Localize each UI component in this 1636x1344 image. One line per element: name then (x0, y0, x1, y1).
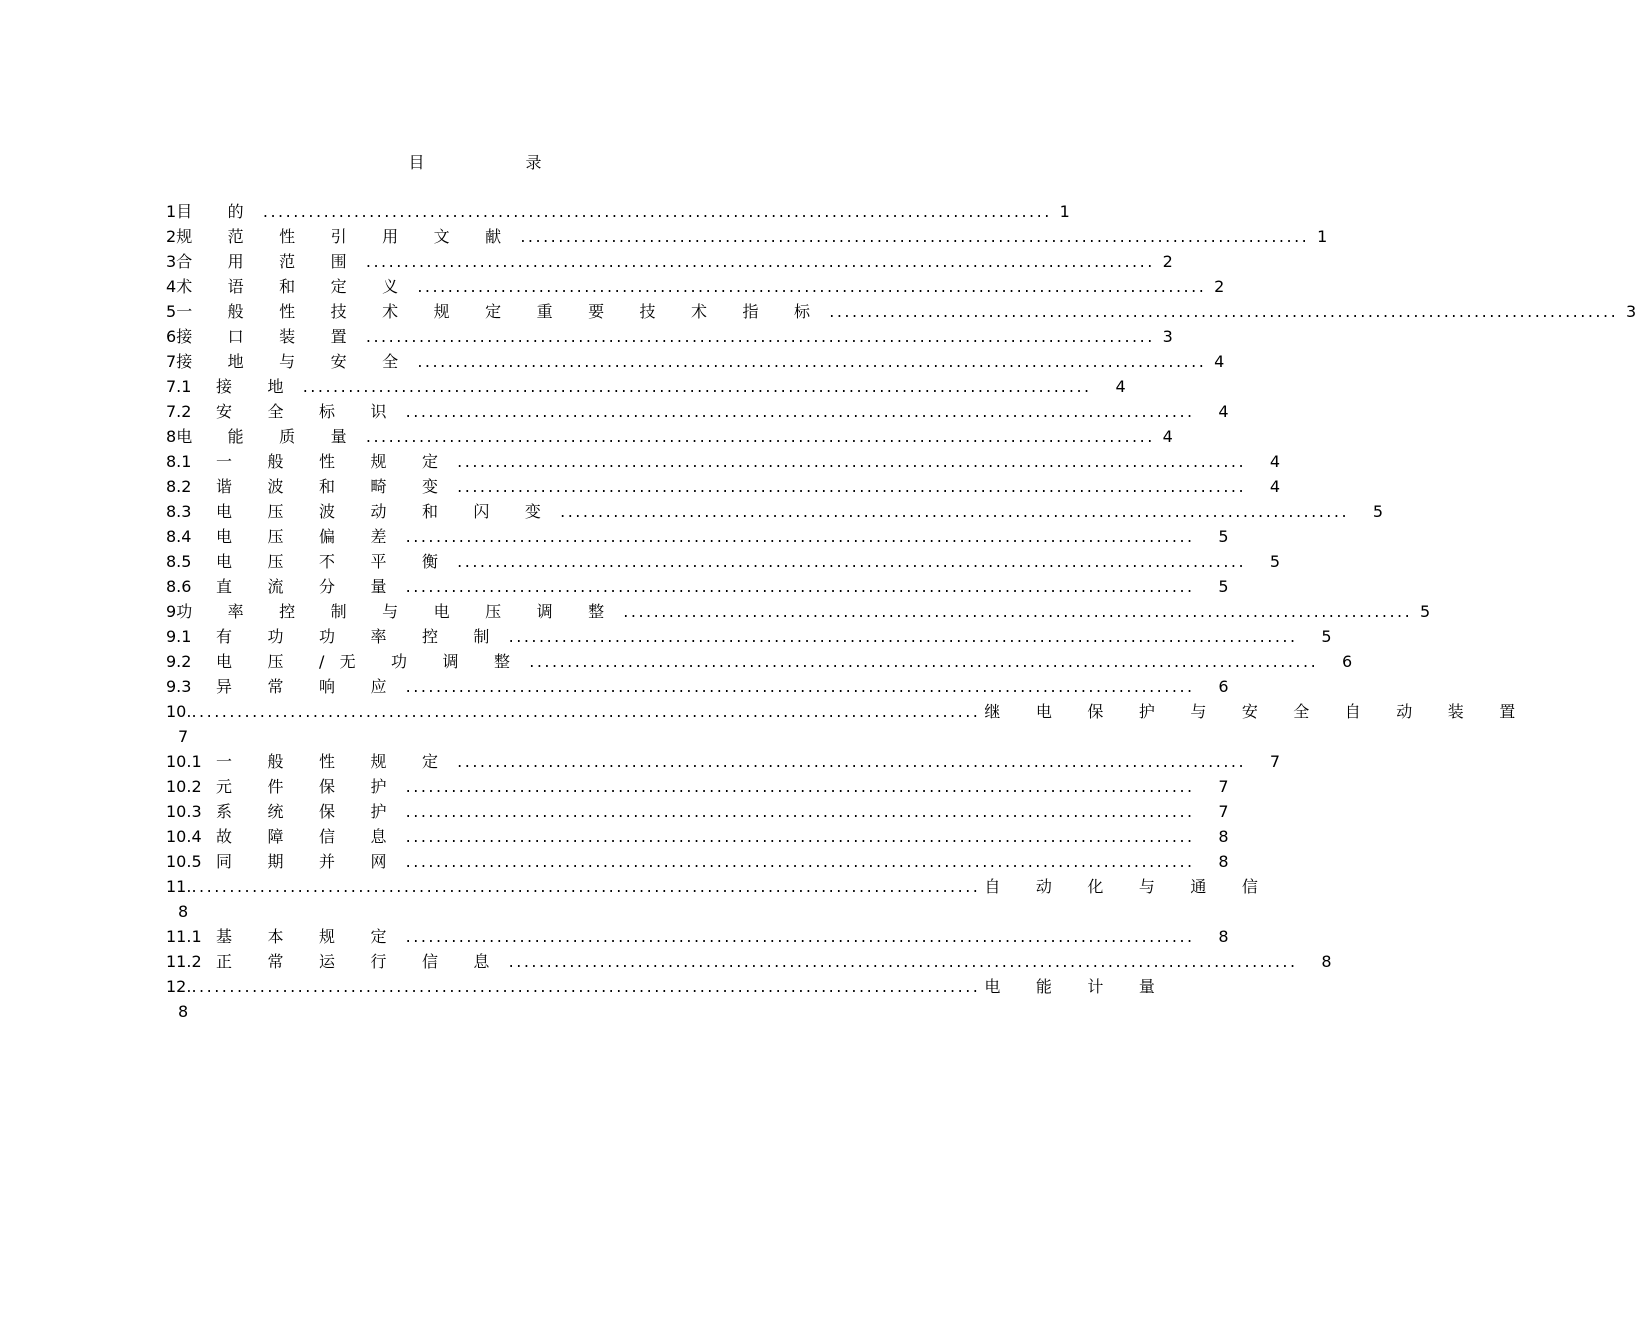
toc-subentry[interactable] (166, 824, 1229, 849)
toc-entry-label: 一 般 性 规 定 (216, 752, 454, 771)
toc-entry-number: 7.1 (166, 377, 192, 396)
toc-entry-number: 10. (166, 702, 192, 721)
dot-leader: ........................................................................................................ (405, 527, 1195, 546)
toc-entry-label: 直 流 分 量 (216, 577, 402, 596)
toc-entry[interactable] (166, 424, 1173, 449)
dot-leader: ........................................................................................................ (405, 827, 1195, 846)
dot-leader: ........................................................................................................ (405, 577, 1195, 596)
dot-leader: ........................................................................................................ (560, 502, 1350, 521)
dot-leader: ........................................................................................................ (417, 277, 1207, 296)
toc-entry[interactable] (166, 974, 1171, 999)
toc-entry-label: 系 统 保 护 (216, 802, 402, 821)
toc-subentry[interactable] (166, 549, 1281, 574)
toc-entry-label: 谐 波 和 畸 变 (216, 477, 454, 496)
toc-entry-label: 元 件 保 护 (216, 777, 402, 796)
toc-entry-number: 10.4 (166, 827, 202, 846)
toc-entry-label: 电 压 偏 差 (216, 527, 402, 546)
toc-entry-number: 11.1 (166, 927, 202, 946)
toc-entry[interactable] (166, 249, 1173, 274)
toc-entry-number: 10.3 (166, 802, 202, 821)
toc-entry-number: 8.3 (166, 502, 192, 521)
toc-entry-label: 同 期 并 网 (216, 852, 402, 871)
toc-entry-number: 9.1 (166, 627, 192, 646)
toc-entry-number: 6 (166, 327, 177, 346)
toc-entry-number: 8 (166, 427, 177, 446)
toc-subentry[interactable] (166, 674, 1229, 699)
toc-entry-label: 自 动 化 与 通 信 (984, 877, 1274, 896)
dot-leader: ........................................................................................................ (417, 352, 1207, 371)
toc-entry-number: 7 (166, 352, 177, 371)
toc-entry-number: 10.2 (166, 777, 202, 796)
toc-subentry[interactable] (166, 849, 1229, 874)
dot-leader: ........................................................................................................ (405, 677, 1195, 696)
toc-entry-number: 8.1 (166, 452, 192, 471)
toc-entry-label: 电 压 /无 功 调 整 (216, 652, 526, 671)
dot-leader: ........................................................................................................ (623, 602, 1413, 621)
toc-entry-label: 接 口 装 置 (176, 327, 362, 346)
dot-leader: ........................................................................................................ (529, 652, 1319, 671)
toc-entry-page: 6 (1341, 652, 1353, 671)
toc-entry-label: 异 常 响 应 (216, 677, 402, 696)
toc-entry-page: 7 (178, 727, 189, 746)
toc-entry-page: 5 (1321, 627, 1332, 646)
toc-entry-page: 5 (1420, 602, 1431, 621)
dot-leader: ........................................................................................................ (457, 552, 1247, 571)
dot-leader: ........................................................................................................ (405, 927, 1195, 946)
toc-subentry[interactable] (166, 649, 1353, 674)
toc-entry-page: 4 (1115, 377, 1126, 396)
toc-entry-page: 8 (178, 902, 189, 921)
toc-entry-number: 1 (166, 202, 177, 221)
toc-entry-number: 9.3 (166, 677, 192, 696)
toc-entry-number: 12. (166, 977, 192, 996)
dot-leader: ........................................................................................................ (302, 377, 1092, 396)
toc-entry-page: 7 (1218, 777, 1229, 796)
toc-entry-page: 5 (1218, 527, 1229, 546)
toc-entry-number: 7.2 (166, 402, 192, 421)
toc-entry-page: 8 (1218, 927, 1229, 946)
toc-entry[interactable] (166, 874, 1274, 899)
toc-entry-number: 2 (166, 227, 177, 246)
dot-leader: ........................................................................................................ (457, 452, 1247, 471)
toc-entry-label: 继 电 保 护 与 安 全 自 动 装 置 (984, 702, 1531, 721)
toc-entry[interactable] (166, 224, 1328, 249)
toc-entry[interactable] (166, 599, 1431, 624)
dot-leader: ........................................................................................................ (191, 977, 981, 996)
dot-leader: ........................................................................................................ (262, 202, 1052, 221)
toc-entry-number: 3 (166, 252, 177, 271)
toc-entry-page: 1 (1317, 227, 1328, 246)
toc-entry-page: 5 (1372, 502, 1384, 521)
toc-entry-page: 3 (1162, 327, 1173, 346)
toc-subentry[interactable] (166, 474, 1281, 499)
toc-entry-page: 5 (1218, 577, 1229, 596)
toc-entry-label: 基 本 规 定 (216, 927, 402, 946)
toc-entry-label: 故 障 信 息 (216, 827, 402, 846)
toc-subentry[interactable] (166, 624, 1332, 649)
toc-entry-label: 目 的 (176, 202, 259, 221)
toc-entry[interactable] (166, 199, 1070, 224)
toc-entry-label: 安 全 标 识 (216, 402, 402, 421)
toc-entry-page: 8 (178, 1002, 189, 1021)
toc-entry-label: 术 语 和 定 义 (176, 277, 414, 296)
toc-entry-page: 8 (1321, 952, 1332, 971)
dot-leader: ........................................................................................................ (508, 952, 1298, 971)
dot-leader: ........................................................................................................ (365, 252, 1155, 271)
toc-entry-number: 9 (166, 602, 177, 621)
toc-title: 目 录 (408, 153, 590, 172)
toc-entry-number: 10.1 (166, 752, 202, 771)
toc-entry[interactable] (166, 324, 1173, 349)
dot-leader: ........................................................................................................ (405, 852, 1195, 871)
dot-leader: ........................................................................................................ (365, 327, 1155, 346)
toc-entry-page: 2 (1162, 252, 1173, 271)
toc-subentry[interactable] (166, 399, 1229, 424)
toc-subentry[interactable] (166, 749, 1281, 774)
toc-entry[interactable] (166, 349, 1225, 374)
toc-entry[interactable] (166, 274, 1225, 299)
toc-subentry[interactable] (166, 924, 1229, 949)
dot-leader: ........................................................................................................ (405, 777, 1195, 796)
toc-entry-page: 3 (1625, 302, 1636, 321)
toc-entry-label: 功 率 控 制 与 电 压 调 整 (176, 602, 620, 621)
toc-subentry[interactable] (166, 499, 1384, 524)
toc-subentry[interactable] (166, 574, 1229, 599)
toc-entry-number: 8.5 (166, 552, 192, 571)
toc-entry-page: 8 (1218, 827, 1229, 846)
dot-leader: ........................................................................................................ (520, 227, 1310, 246)
toc-entry-label: 电 能 质 量 (176, 427, 362, 446)
toc-entry-number: 11.2 (166, 952, 202, 971)
toc-entry-page-line (166, 899, 848, 924)
toc-entry[interactable] (166, 699, 1531, 724)
toc-entry-page: 7 (1269, 752, 1281, 771)
dot-leader: ........................................................................................................ (829, 302, 1619, 321)
toc-subentry[interactable] (166, 949, 1332, 974)
toc-entry-page: 4 (1269, 452, 1281, 471)
toc-entry-page: 4 (1218, 402, 1229, 421)
toc-subentry[interactable] (166, 799, 1229, 824)
toc-entry-label: 接 地 与 安 全 (176, 352, 414, 371)
toc-entry-page: 1 (1059, 202, 1070, 221)
toc-entry-label: 合 用 范 围 (176, 252, 362, 271)
toc-entry-page: 5 (1269, 552, 1281, 571)
toc-entry-number: 11. (166, 877, 192, 896)
toc-entry-number: 5 (166, 302, 177, 321)
toc-entry-label: 规 范 性 引 用 文 献 (176, 227, 517, 246)
dot-leader: ........................................................................................................ (405, 802, 1195, 821)
toc-entry-label: 一 般 性 技 术 规 定 重 要 技 术 指 标 (176, 302, 826, 321)
toc-entry-page: 2 (1214, 277, 1225, 296)
toc-subentry[interactable] (166, 524, 1229, 549)
dot-leader: ........................................................................................................ (457, 752, 1247, 771)
toc-entry-number: 8.6 (166, 577, 192, 596)
dot-leader: ........................................................................................................ (508, 627, 1298, 646)
toc-entry-label: 一 般 性 规 定 (216, 452, 454, 471)
toc-entry[interactable] (166, 299, 1636, 324)
toc-entry-page: 6 (1218, 677, 1229, 696)
table-of-contents (166, 199, 1636, 1024)
toc-entry-number: 8.2 (166, 477, 192, 496)
toc-entry-number: 4 (166, 277, 177, 296)
toc-entry-number: 9.2 (166, 652, 192, 671)
toc-subentry[interactable] (166, 374, 1126, 399)
toc-subentry[interactable] (166, 774, 1229, 799)
toc-entry-label: 正 常 运 行 信 息 (216, 952, 505, 971)
dot-leader: ........................................................................................................ (191, 877, 981, 896)
toc-entry-page: 8 (1218, 852, 1229, 871)
toc-entry-label: 有 功 功 率 控 制 (216, 627, 505, 646)
toc-subentry[interactable] (166, 449, 1281, 474)
toc-entry-page: 4 (1269, 477, 1281, 496)
dot-leader: ........................................................................................................ (457, 477, 1247, 496)
dot-leader: ........................................................................................................ (405, 402, 1195, 421)
toc-entry-page: 4 (1162, 427, 1173, 446)
toc-entry-page-line (166, 999, 848, 1024)
toc-entry-label: 电 能 计 量 (984, 977, 1171, 996)
toc-entry-label: 接 地 (216, 377, 299, 396)
dot-leader: ........................................................................................................ (191, 702, 981, 721)
toc-entry-label: 电 压 不 平 衡 (216, 552, 454, 571)
toc-entry-label: 电 压 波 动 和 闪 变 (216, 502, 557, 521)
toc-entry-number: 8.4 (166, 527, 192, 546)
toc-entry-page: 7 (1218, 802, 1229, 821)
toc-entry-page: 4 (1214, 352, 1225, 371)
toc-entry-number: 10.5 (166, 852, 202, 871)
dot-leader: ........................................................................................................ (365, 427, 1155, 446)
toc-entry-page-line (166, 724, 848, 749)
